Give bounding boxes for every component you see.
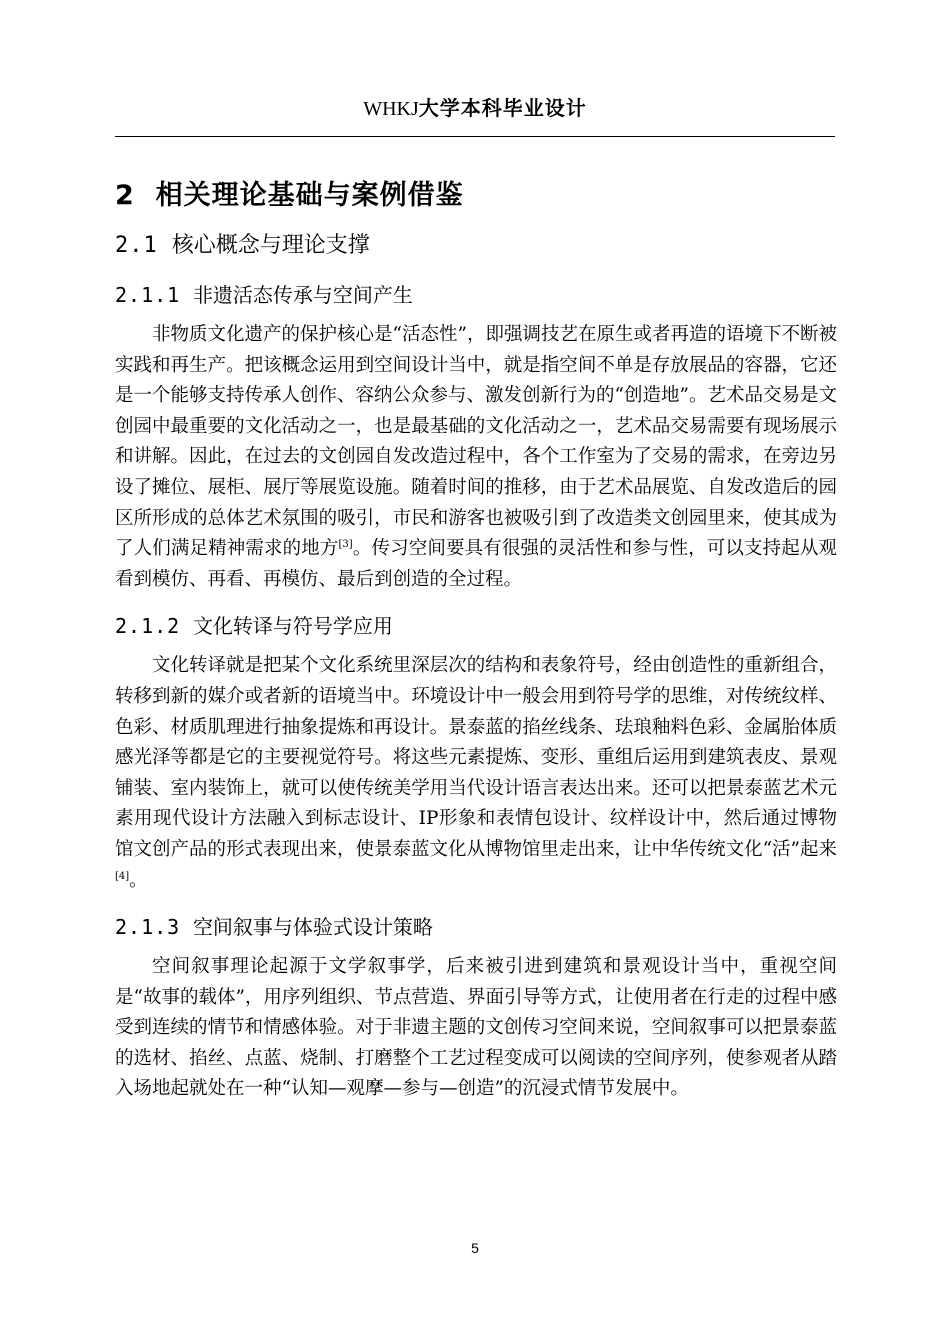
page-number: 5 [471,1240,479,1256]
body-content [115,168,837,1121]
chapter-title: 相关理论基础与案例借鉴 [155,180,464,211]
running-header [0,94,950,123]
section-number: 2.1 [115,233,158,258]
header-rule [115,136,835,137]
paragraph [115,651,837,896]
paragraph-text: 空间叙事理论起源于文学叙事学，后来被引进到建筑和景观设计当中，重视空间是“故事的载体”，用序列组织、节点营造、界面引导等方式，让使用者在行走的过程中感受到连续的情节和情感体验。对于非遗主题的文创传习空间来说，空间叙事可以把景泰蓝的选材、掐丝、点蓝、烧制、打磨整个工艺过程变成可以阅读的空间序列，使参观者从踏入场地起就处在一种“认知—观摩—参与—创造”的沉浸式情节发展中。 [115,956,837,1100]
subsection-number: 2.1.2 [115,614,181,639]
subsection-number: 2.1.3 [115,915,181,940]
paragraph [115,320,837,595]
section-title: 核心概念与理论支撑 [171,233,370,258]
paragraph-text: 文化转译就是把某个文化系统里深层次的结构和表象符号，经由创造性的重新组合，转移到新的媒介或者新的语境当中。环境设计中一般会用到符号学的思维，对传统纹样、色彩、材质肌理进行抽象提炼和再设计。景泰蓝的掐丝线条、珐琅釉料色彩、金属胎体质感光泽等都是它的主要视觉符号。将这些元素提炼、变形、重组后运用到建筑表皮、景观铺装、室内装饰上，就可以使传统美学用当代设计语言表达出来。还可以把景泰蓝艺术元素用现代设计方法融入到标志设计、IP形象和表情包设计、纹样设计中，然后通过博物馆文创产品的形式表现出来，使景泰蓝文化从博物馆里走出来，让中华传统文化“活”起来 [115,655,837,860]
citation-reference: [4] [115,870,130,882]
subsection-heading [115,611,837,641]
chapter-number: 2 [115,180,135,211]
header-title: 大学本科毕业设计 [418,96,587,120]
paragraph-text-continued: 。 [129,869,148,891]
subsection-title: 文化转译与符号学应用 [192,614,393,639]
subsection-title: 空间叙事与体验式设计策略 [192,915,433,940]
subsection-heading [115,912,837,942]
paragraph-text-continued: 。传习空间要具有很强的灵活性和参与性，可以支持起从观看到模仿、再看、再模仿、最后到创造的全过程。 [115,538,837,590]
section-heading [115,230,837,262]
chapter-heading [115,176,837,216]
subsection-heading [115,280,837,310]
citation-reference: [3] [338,539,353,550]
paragraph-text: 非物质文化遗产的保护核心是“活态性”，即强调技艺在原生或者再造的语境下不断被实践和再生产。把该概念运用到空间设计当中，就是指空间不单是存放展品的容器，它还是一个能够支持传承人创作、容纳公众参与、激发创新行为的“创造地”。艺术品交易是文创园中最重要的文化活动之一，也是最基础的文化活动之一，艺术品交易需要有现场展示和讲解。因此，在过去的文创园自发改造过程中，各个工作室为了交易的需求，在旁边另设了摊位、展柜、展厅等展览设施。随着时间的推移，由于艺术品展览、自发改造后的园区所形成的总体艺术氛围的吸引，市民和游客也被吸引到了改造类文创园里来，使其成为了人们满足精神需求的地方 [115,324,837,560]
subsection-number: 2.1.1 [115,283,181,307]
paragraph [115,952,837,1105]
header-institution-code: WHKJ [363,98,419,120]
subsection-title: 非遗活态传承与空间产生 [192,283,413,307]
